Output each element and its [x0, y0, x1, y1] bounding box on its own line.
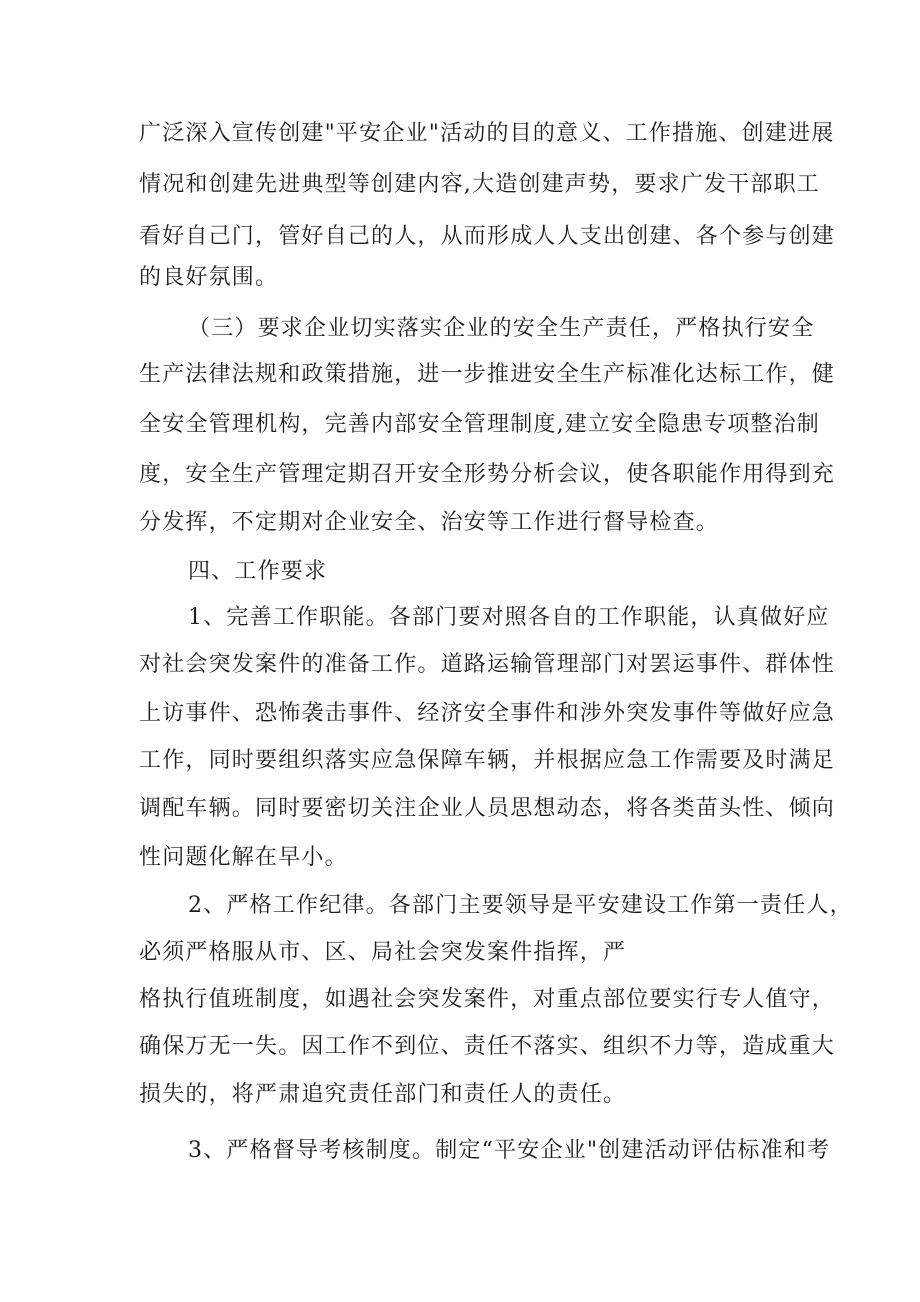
text-line: 生产法律法规和政策措施，进一步推进安全生产标准化达标工作，健 — [139, 362, 836, 387]
text-line: 格执行值班制度，如遇社会突发案件，对重点部位要实行专人值守， — [139, 987, 836, 1012]
text-line: 对社会突发案件的准备工作。道路运输管理部门对罢运事件、群体性 — [139, 652, 836, 677]
text-line: 的良好氛围。 — [139, 265, 279, 290]
text-line: 全安全管理机构，完善内部安全管理制度,建立安全隐患专项整治制 — [139, 412, 820, 437]
text-line: 分发挥，不定期对企业安全、治安等工作进行督导检查。 — [139, 510, 720, 535]
text-line: （三）要求企业切实落实企业的安全生产责任，严格执行安全 — [188, 316, 815, 341]
text-line: 工作，同时要组织落实应急保障车辆，并根据应急工作需要及时满足 — [139, 748, 836, 773]
text-line: 1、完善工作职能。各部门要对照各自的工作职能，认真做好应 — [188, 605, 830, 630]
text-line: 度，安全生产管理定期召开安全形势分析会议，使各职能作用得到充 — [139, 462, 836, 487]
text-line: 情况和创建先进典型等创建内容,大造创建声势，要求广发干部职工 — [139, 172, 820, 197]
text-line: 2、严格工作纪律。各部门主要领导是平安建设工作第一责任人， — [188, 893, 853, 918]
text-line: 调配车辆。同时要密切关注企业人员思想动态，将各类苗头性、倾向 — [139, 796, 836, 821]
text-line: 上访事件、恐怖袭击事件、经济安全事件和涉外突发事件等做好应急 — [139, 701, 836, 726]
text-line: 损失的，将严肃追究责任部门和责任人的责任。 — [139, 1082, 627, 1107]
text-line: 3、严格督导考核制度。制定“平安企业"创建活动评估标准和考 — [188, 1138, 831, 1163]
section-heading: 四、工作要求 — [188, 559, 328, 584]
text-line: 确保万无一失。因工作不到位、责任不落实、组织不力等，造成重大 — [139, 1034, 836, 1059]
text-line: 性问题化解在早小。 — [139, 845, 348, 870]
text-line: 看好自己门，管好自己的人，从而形成人人支出创建、各个参与创建 — [139, 224, 836, 249]
text-line: 广泛深入宣传创建"平安企业"活动的目的意义、工作措施、创建进展 — [139, 121, 835, 146]
text-line: 必须严格服从市、区、局社会突发案件指挥，严 — [139, 940, 627, 965]
